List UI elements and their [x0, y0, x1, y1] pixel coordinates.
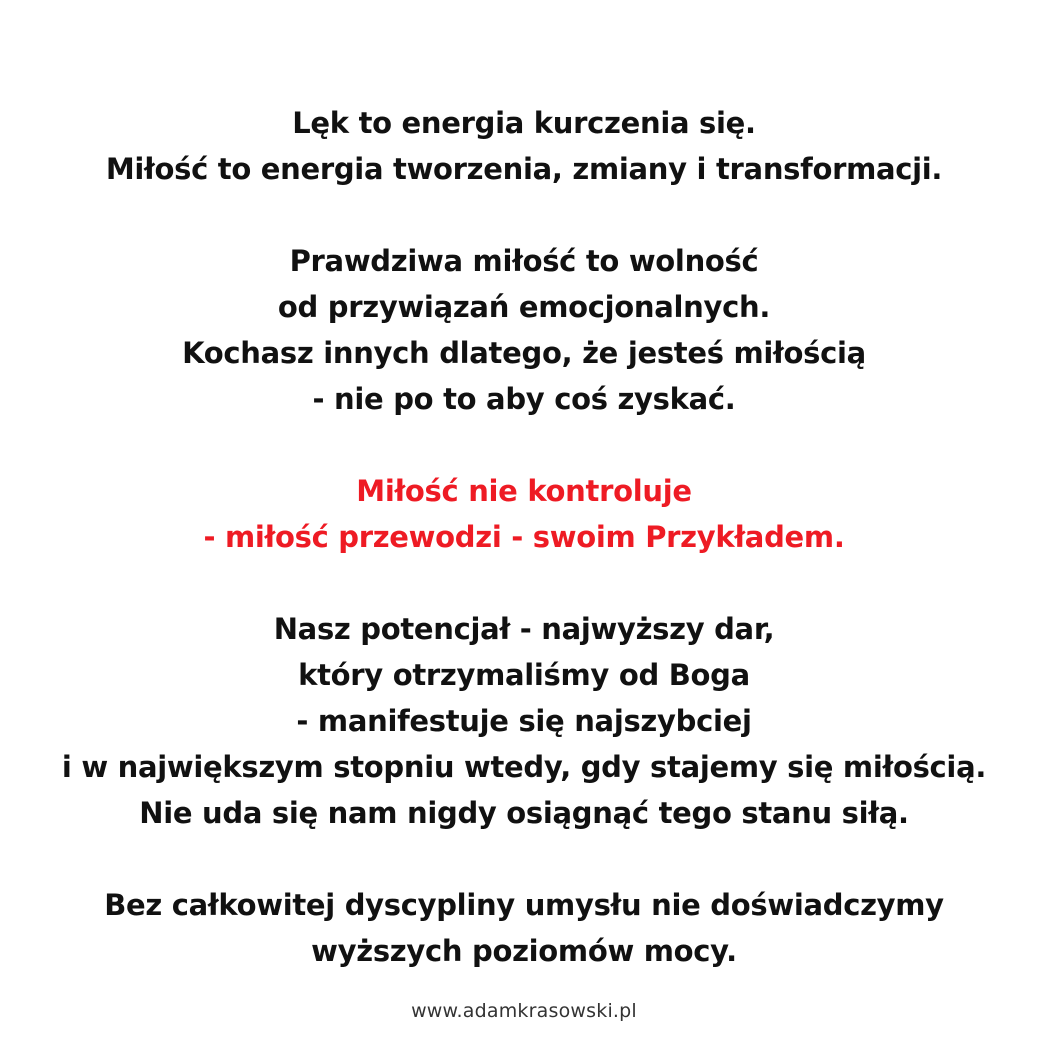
quote-line: Nie uda się nam nigdy osiągnąć tego stanu siłą. — [139, 796, 909, 830]
quote-line: który otrzymaliśmy od Boga — [298, 658, 750, 692]
highlight-quote-line: - miłość przewodzi - swoim Przykładem. — [203, 520, 845, 554]
paragraph-fear-love — [0, 100, 1048, 192]
highlight-quote-line: Miłość nie kontroluje — [356, 474, 692, 508]
quote-line: Miłość to energia tworzenia, zmiany i transformacji. — [105, 152, 943, 186]
quote-line: od przywiązań emocjonalnych. — [277, 290, 771, 324]
paragraph-potential — [0, 606, 1048, 836]
quote-line: - nie po to aby coś zyskać. — [312, 382, 736, 416]
paragraph-highlight — [0, 468, 1048, 560]
website-footer: www.adamkrasowski.pl — [411, 1000, 637, 1022]
quote-line: Kochasz innych dlatego, że jesteś miłością — [182, 336, 866, 370]
quote-line: Nasz potencjał - najwyższy dar, — [273, 612, 775, 646]
quote-line: wyższych poziomów mocy. — [311, 934, 737, 968]
quote-line: Lęk to energia kurczenia się. — [292, 106, 756, 140]
paragraph-discipline — [0, 882, 1048, 974]
quote-line: - manifestuje się najszybciej — [296, 704, 752, 738]
paragraph-true-love — [0, 238, 1048, 422]
quote-block — [0, 100, 1048, 1020]
quote-line: Bez całkowitej dyscypliny umysłu nie doświadczymy — [104, 888, 944, 922]
quote-line: Prawdziwa miłość to wolność — [289, 244, 759, 278]
quote-line: i w największym stopniu wtedy, gdy stajemy się miłością. — [61, 750, 987, 784]
